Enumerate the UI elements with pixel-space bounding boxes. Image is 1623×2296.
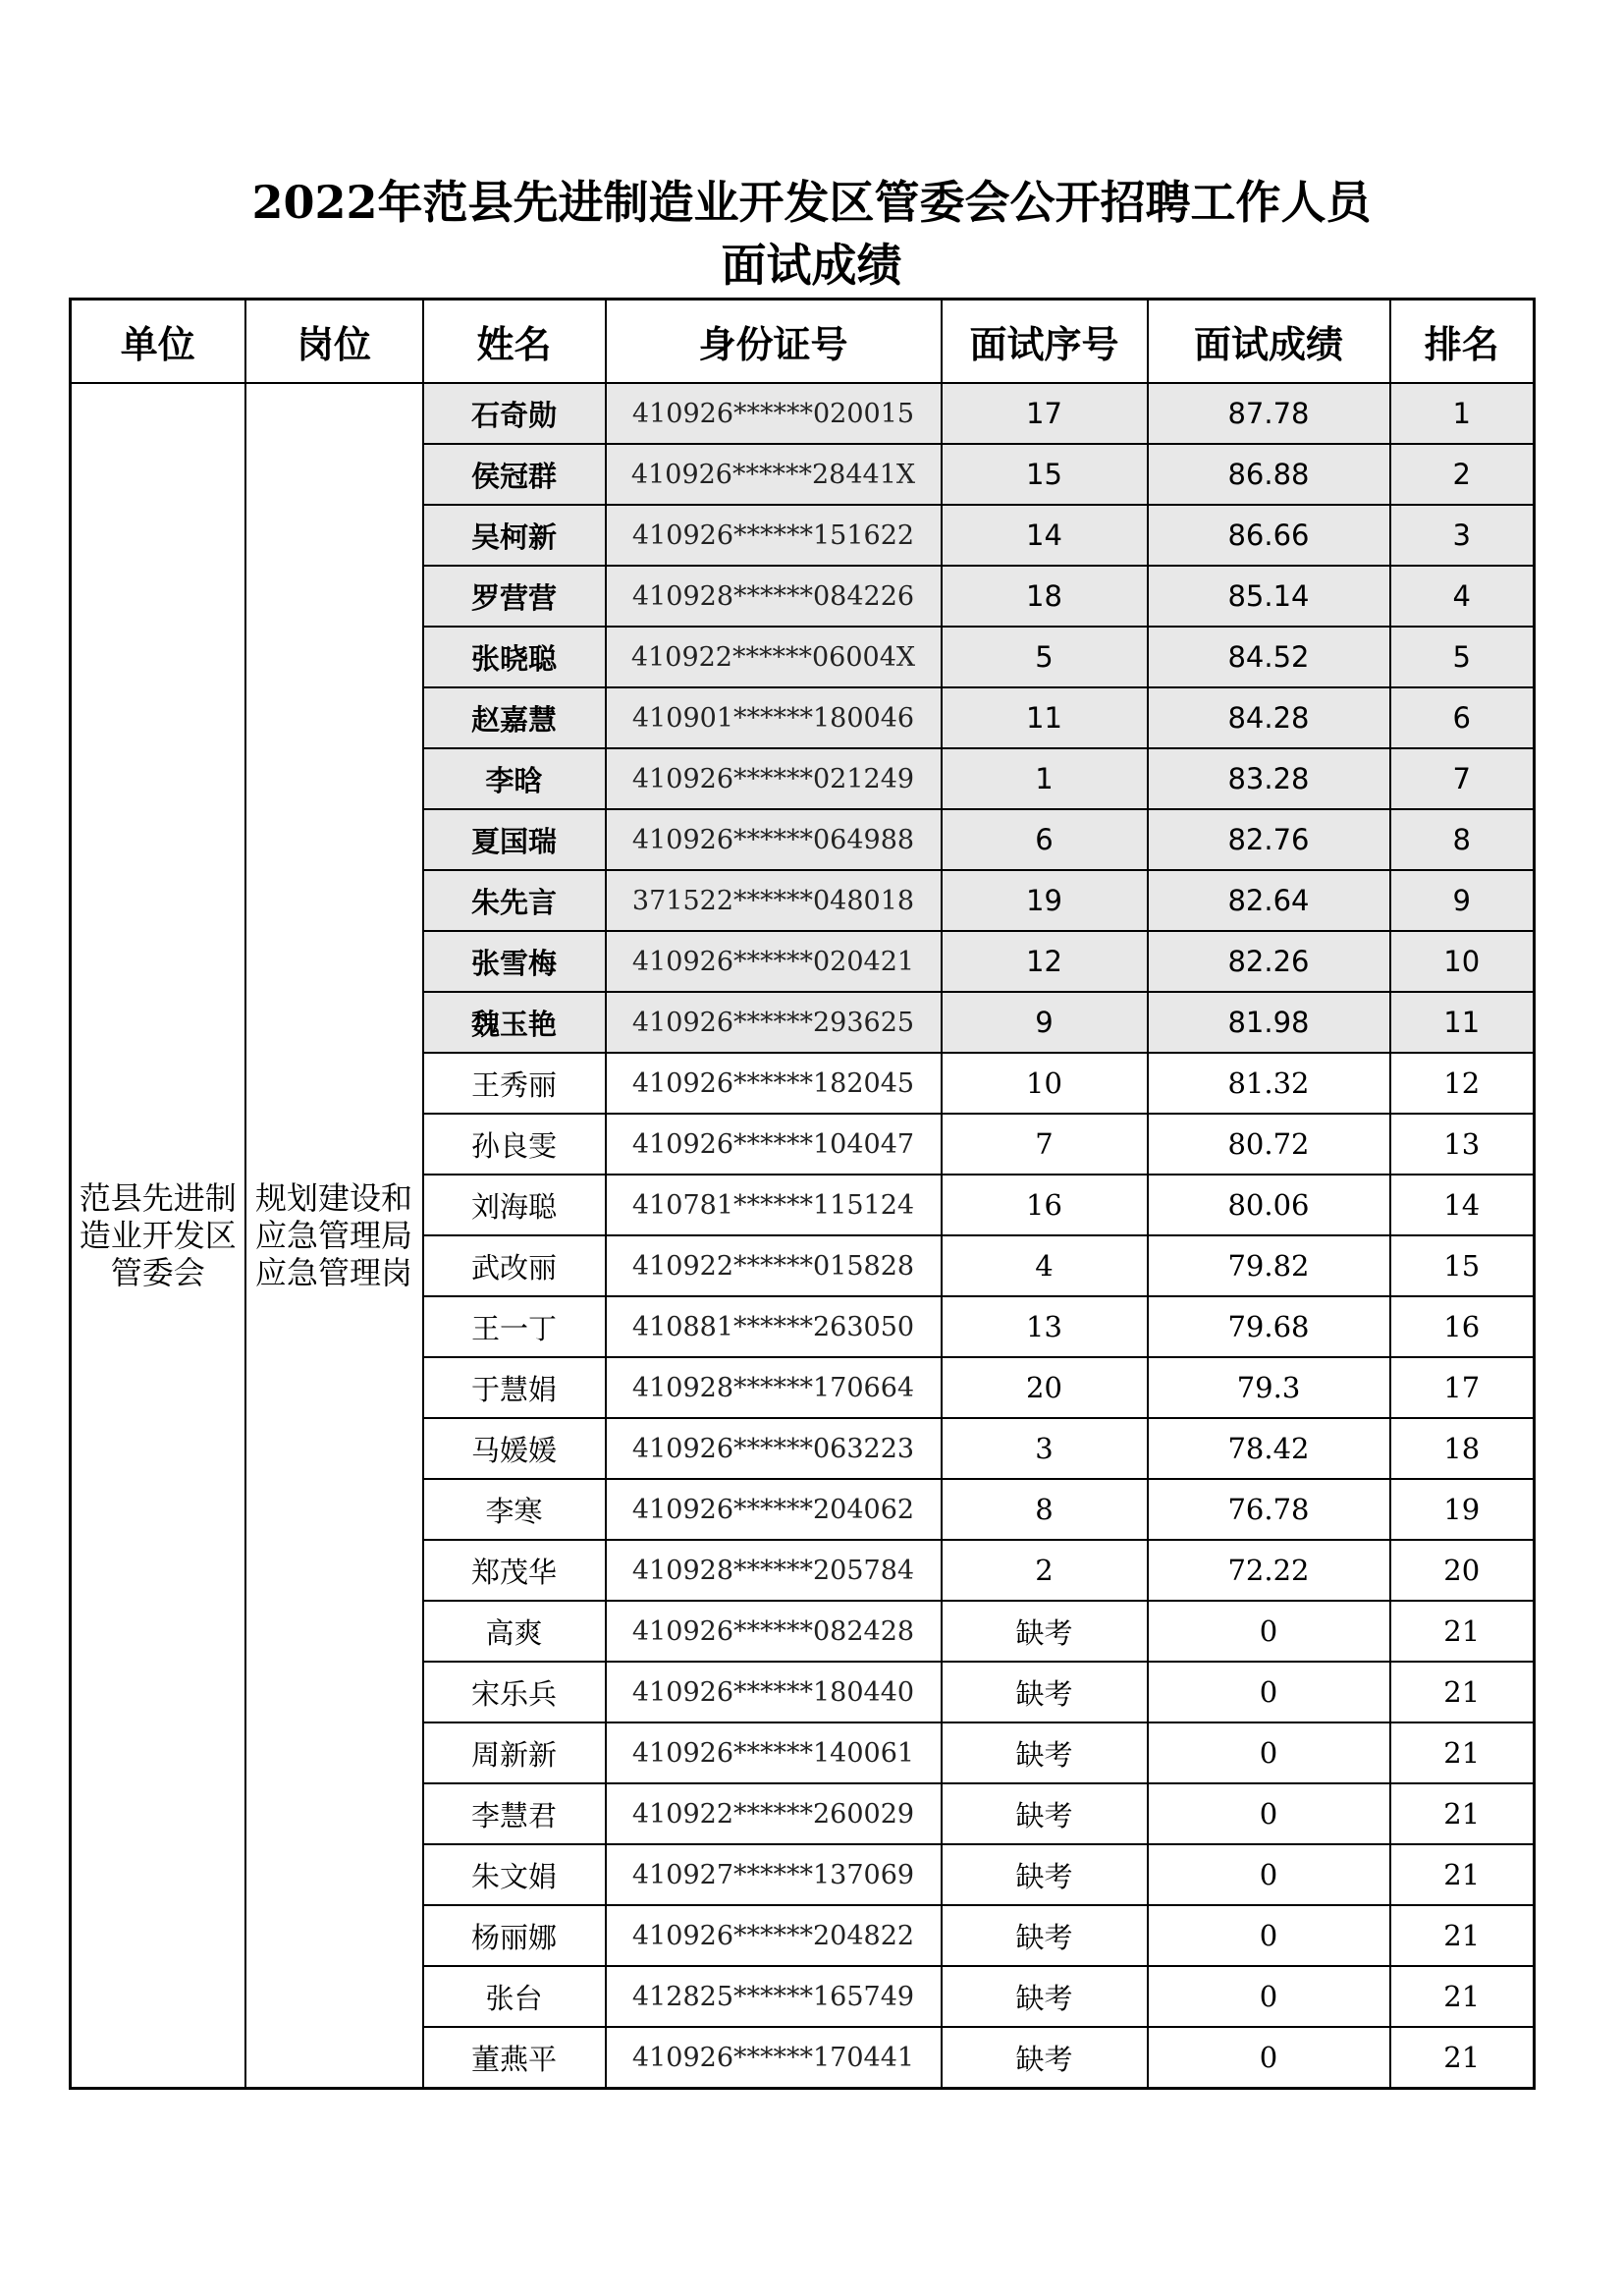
interview-score: 79.68 <box>1148 1296 1390 1357</box>
interview-sequence: 4 <box>942 1235 1148 1296</box>
interview-score: 0 <box>1148 1966 1390 2027</box>
candidate-id-number: 410926******204062 <box>606 1479 942 1540</box>
post-line: 规划建设和 <box>254 1179 412 1217</box>
table-row <box>71 383 1535 444</box>
candidate-id-number: 410926******021249 <box>606 748 942 809</box>
candidate-id-number: 410926******082428 <box>606 1601 942 1662</box>
candidate-name: 孙良雯 <box>423 1114 606 1175</box>
interview-sequence: 14 <box>942 505 1148 566</box>
candidate-name: 郑茂华 <box>423 1540 606 1601</box>
interview-sequence: 1 <box>942 748 1148 809</box>
interview-score: 79.82 <box>1148 1235 1390 1296</box>
table-header-row <box>71 300 1535 384</box>
interview-score: 85.14 <box>1148 566 1390 627</box>
post-line: 应急管理岗 <box>254 1254 412 1291</box>
candidate-name: 宋乐兵 <box>423 1662 606 1722</box>
post-cell <box>245 383 423 2089</box>
interview-sequence: 15 <box>942 444 1148 505</box>
interview-sequence: 缺考 <box>942 1601 1148 1662</box>
candidate-rank: 15 <box>1390 1235 1535 1296</box>
candidate-name: 刘海聪 <box>423 1175 606 1235</box>
candidate-name: 张雪梅 <box>423 931 606 992</box>
candidate-rank: 3 <box>1390 505 1535 566</box>
candidate-id-number: 410926******28441X <box>606 444 942 505</box>
candidate-rank: 21 <box>1390 1601 1535 1662</box>
interview-score-table <box>69 298 1536 2090</box>
candidate-rank: 4 <box>1390 566 1535 627</box>
interview-score: 82.76 <box>1148 809 1390 870</box>
candidate-rank: 14 <box>1390 1175 1535 1235</box>
interview-sequence: 20 <box>942 1357 1148 1418</box>
header-post: 岗位 <box>245 300 423 384</box>
candidate-name: 周新新 <box>423 1722 606 1783</box>
interview-score: 79.3 <box>1148 1357 1390 1418</box>
interview-sequence: 19 <box>942 870 1148 931</box>
candidate-rank: 19 <box>1390 1479 1535 1540</box>
candidate-rank: 2 <box>1390 444 1535 505</box>
candidate-rank: 17 <box>1390 1357 1535 1418</box>
page-title: 2022年范县先进制造业开发区管委会公开招聘工作人员 <box>251 176 1372 229</box>
candidate-rank: 13 <box>1390 1114 1535 1175</box>
candidate-rank: 11 <box>1390 992 1535 1053</box>
candidate-id-number: 412825******165749 <box>606 1966 942 2027</box>
interview-score: 0 <box>1148 1844 1390 1905</box>
candidate-rank: 21 <box>1390 1662 1535 1722</box>
candidate-id-number: 410926******140061 <box>606 1722 942 1783</box>
candidate-rank: 21 <box>1390 1905 1535 1966</box>
unit-line: 范县先进制 <box>79 1179 237 1217</box>
interview-sequence: 缺考 <box>942 1662 1148 1722</box>
page-subtitle: 面试成绩 <box>721 239 902 292</box>
header-interview-score: 面试成绩 <box>1148 300 1390 384</box>
interview-sequence: 3 <box>942 1418 1148 1479</box>
candidate-rank: 12 <box>1390 1053 1535 1114</box>
candidate-id-number: 410901******180046 <box>606 687 942 748</box>
candidate-name: 罗营营 <box>423 566 606 627</box>
interview-sequence: 10 <box>942 1053 1148 1114</box>
candidate-id-number: 410926******104047 <box>606 1114 942 1175</box>
candidate-id-number: 410926******020015 <box>606 383 942 444</box>
candidate-rank: 10 <box>1390 931 1535 992</box>
interview-score: 0 <box>1148 1783 1390 1844</box>
candidate-name: 夏国瑞 <box>423 809 606 870</box>
interview-score: 81.32 <box>1148 1053 1390 1114</box>
interview-sequence: 16 <box>942 1175 1148 1235</box>
candidate-id-number: 410922******260029 <box>606 1783 942 1844</box>
interview-score: 0 <box>1148 1722 1390 1783</box>
candidate-rank: 21 <box>1390 2027 1535 2089</box>
interview-score: 76.78 <box>1148 1479 1390 1540</box>
candidate-name: 张台 <box>423 1966 606 2027</box>
candidate-id-number: 410922******06004X <box>606 627 942 687</box>
candidate-name: 王秀丽 <box>423 1053 606 1114</box>
candidate-id-number: 410922******015828 <box>606 1235 942 1296</box>
interview-score: 0 <box>1148 1601 1390 1662</box>
post-line: 应急管理局 <box>254 1217 412 1254</box>
candidate-rank: 21 <box>1390 1783 1535 1844</box>
interview-score: 84.52 <box>1148 627 1390 687</box>
candidate-id-number: 410781******115124 <box>606 1175 942 1235</box>
candidate-id-number: 410928******170664 <box>606 1357 942 1418</box>
interview-score: 83.28 <box>1148 748 1390 809</box>
interview-score: 0 <box>1148 1662 1390 1722</box>
interview-sequence: 缺考 <box>942 1966 1148 2027</box>
candidate-id-number: 410926******204822 <box>606 1905 942 1966</box>
candidate-name: 高爽 <box>423 1601 606 1662</box>
candidate-name: 李寒 <box>423 1479 606 1540</box>
candidate-name: 李晗 <box>423 748 606 809</box>
unit-line: 管委会 <box>110 1254 205 1291</box>
header-rank: 排名 <box>1390 300 1535 384</box>
candidate-name: 杨丽娜 <box>423 1905 606 1966</box>
candidate-rank: 1 <box>1390 383 1535 444</box>
candidate-rank: 7 <box>1390 748 1535 809</box>
header-id-number: 身份证号 <box>606 300 942 384</box>
candidate-id-number: 410926******063223 <box>606 1418 942 1479</box>
candidate-name: 武改丽 <box>423 1235 606 1296</box>
candidate-rank: 20 <box>1390 1540 1535 1601</box>
candidate-rank: 8 <box>1390 809 1535 870</box>
interview-sequence: 6 <box>942 809 1148 870</box>
candidate-rank: 16 <box>1390 1296 1535 1357</box>
candidate-name: 魏玉艳 <box>423 992 606 1053</box>
candidate-name: 石奇勋 <box>423 383 606 444</box>
interview-score: 87.78 <box>1148 383 1390 444</box>
candidate-rank: 21 <box>1390 1844 1535 1905</box>
candidate-name: 王一丁 <box>423 1296 606 1357</box>
unit-line: 造业开发区 <box>79 1217 237 1254</box>
interview-sequence: 缺考 <box>942 2027 1148 2089</box>
candidate-rank: 5 <box>1390 627 1535 687</box>
candidate-name: 李慧君 <box>423 1783 606 1844</box>
interview-sequence: 5 <box>942 627 1148 687</box>
table-body <box>71 383 1535 2089</box>
candidate-id-number: 371522******048018 <box>606 870 942 931</box>
interview-score: 80.06 <box>1148 1175 1390 1235</box>
interview-sequence: 缺考 <box>942 1905 1148 1966</box>
interview-sequence: 2 <box>942 1540 1148 1601</box>
candidate-id-number: 410926******020421 <box>606 931 942 992</box>
interview-score: 82.26 <box>1148 931 1390 992</box>
interview-sequence: 7 <box>942 1114 1148 1175</box>
interview-score: 81.98 <box>1148 992 1390 1053</box>
interview-sequence: 缺考 <box>942 1722 1148 1783</box>
interview-sequence: 13 <box>942 1296 1148 1357</box>
candidate-name: 董燕平 <box>423 2027 606 2089</box>
candidate-rank: 18 <box>1390 1418 1535 1479</box>
candidate-name: 马媛媛 <box>423 1418 606 1479</box>
interview-score: 72.22 <box>1148 1540 1390 1601</box>
interview-sequence: 11 <box>942 687 1148 748</box>
interview-score: 82.64 <box>1148 870 1390 931</box>
interview-sequence: 8 <box>942 1479 1148 1540</box>
candidate-name: 侯冠群 <box>423 444 606 505</box>
candidate-name: 吴柯新 <box>423 505 606 566</box>
interview-score: 86.66 <box>1148 505 1390 566</box>
candidate-rank: 21 <box>1390 1722 1535 1783</box>
interview-score: 0 <box>1148 2027 1390 2089</box>
interview-score: 78.42 <box>1148 1418 1390 1479</box>
interview-sequence: 12 <box>942 931 1148 992</box>
candidate-id-number: 410926******170441 <box>606 2027 942 2089</box>
interview-score: 86.88 <box>1148 444 1390 505</box>
interview-sequence: 9 <box>942 992 1148 1053</box>
interview-score: 80.72 <box>1148 1114 1390 1175</box>
header-unit: 单位 <box>71 300 245 384</box>
candidate-rank: 21 <box>1390 1966 1535 2027</box>
interview-score: 84.28 <box>1148 687 1390 748</box>
candidate-name: 朱先言 <box>423 870 606 931</box>
candidate-id-number: 410926******151622 <box>606 505 942 566</box>
candidate-id-number: 410926******293625 <box>606 992 942 1053</box>
interview-sequence: 17 <box>942 383 1148 444</box>
unit-cell <box>71 383 245 2089</box>
candidate-id-number: 410926******182045 <box>606 1053 942 1114</box>
candidate-id-number: 410881******263050 <box>606 1296 942 1357</box>
candidate-id-number: 410926******180440 <box>606 1662 942 1722</box>
header-name: 姓名 <box>423 300 606 384</box>
candidate-name: 赵嘉慧 <box>423 687 606 748</box>
candidate-rank: 6 <box>1390 687 1535 748</box>
interview-sequence: 缺考 <box>942 1783 1148 1844</box>
interview-score: 0 <box>1148 1905 1390 1966</box>
candidate-id-number: 410928******084226 <box>606 566 942 627</box>
header-interview-sequence: 面试序号 <box>942 300 1148 384</box>
candidate-name: 于慧娟 <box>423 1357 606 1418</box>
interview-sequence: 18 <box>942 566 1148 627</box>
candidate-name: 张晓聪 <box>423 627 606 687</box>
candidate-id-number: 410928******205784 <box>606 1540 942 1601</box>
candidate-id-number: 410927******137069 <box>606 1844 942 1905</box>
candidate-id-number: 410926******064988 <box>606 809 942 870</box>
candidate-name: 朱文娟 <box>423 1844 606 1905</box>
candidate-rank: 9 <box>1390 870 1535 931</box>
interview-sequence: 缺考 <box>942 1844 1148 1905</box>
